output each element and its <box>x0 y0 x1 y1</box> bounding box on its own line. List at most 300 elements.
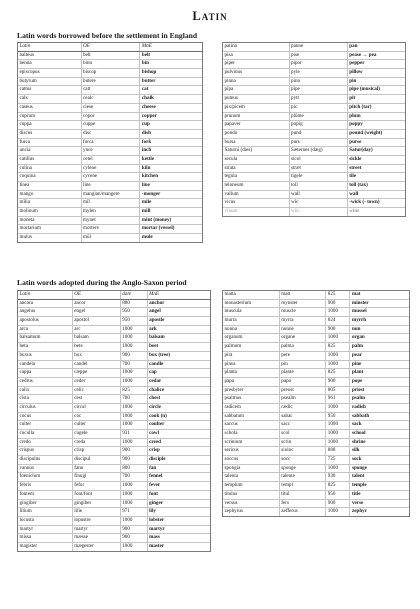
word-row <box>18 361 210 370</box>
word-row <box>223 191 405 200</box>
cell-date: 1000 <box>120 369 147 377</box>
cell-latin: candela <box>19 360 36 367</box>
cell-date: 900 <box>120 447 147 455</box>
word-row <box>223 326 409 335</box>
cell-date: 1000 <box>120 378 147 386</box>
cell-latin: episcopus <box>19 69 40 76</box>
word-row <box>223 291 409 300</box>
cell-oe: pin <box>279 361 326 369</box>
cell-date: 900 <box>325 378 349 386</box>
cell-oe: psealm <box>279 395 326 403</box>
cell-mne: apostle <box>147 317 210 325</box>
cell-oe: ancor <box>72 300 120 308</box>
word-row <box>223 465 409 474</box>
cell-date: 700 <box>120 395 147 403</box>
word-row <box>18 130 202 139</box>
word-row <box>18 413 210 422</box>
cell-latin: credo <box>19 438 31 445</box>
cell-date: 931 <box>120 430 147 438</box>
cell-mne: ginger <box>147 500 210 508</box>
word-row <box>18 86 202 95</box>
cell-oe: sponge <box>279 465 326 473</box>
cell-latin: cuprum <box>19 112 36 119</box>
cell-oe: titul <box>279 491 326 499</box>
cell-date: 725 <box>325 456 349 464</box>
pre-settlement-table-right <box>222 42 406 217</box>
cell-oe: culter <box>72 421 120 429</box>
word-row <box>18 473 210 482</box>
word-row <box>223 139 405 148</box>
word-row <box>18 147 202 156</box>
word-row <box>18 482 210 491</box>
cell-oe: pic <box>289 104 347 112</box>
cell-latin: musculа <box>224 308 242 315</box>
word-row <box>18 404 210 413</box>
word-row <box>18 60 202 69</box>
word-row <box>223 421 409 430</box>
cell-mne: cheese <box>139 104 202 112</box>
cell-latin: sabbatum <box>224 412 245 419</box>
word-row <box>18 517 210 526</box>
word-row <box>18 352 210 361</box>
cell-mne: kiln <box>139 165 202 173</box>
column-header-mne: MnE <box>147 291 210 299</box>
cell-mne: temple <box>349 482 409 490</box>
cell-mne: mussel <box>349 308 409 316</box>
cell-mne: belt <box>139 52 202 60</box>
word-row <box>223 473 409 482</box>
word-row <box>18 439 210 448</box>
cell-latin: papa <box>224 377 235 384</box>
cell-date: 900 <box>120 352 147 360</box>
cell-latin: fontem <box>19 490 34 497</box>
cell-latin: balsamum <box>19 334 41 341</box>
cell-mne: cup <box>139 121 202 129</box>
cell-date: 1000 <box>120 500 147 508</box>
cell-latin: gingiber <box>19 499 37 506</box>
cell-oe: preost <box>279 387 326 395</box>
cell-oe: line <box>81 182 140 190</box>
word-row <box>223 69 405 78</box>
word-row <box>223 86 405 95</box>
cell-date: 930 <box>325 473 349 481</box>
cell-oe: talente <box>279 473 326 481</box>
cell-latin: pīpa <box>224 86 234 93</box>
cell-oe: wīc <box>289 199 347 207</box>
cell-mne: wine <box>347 208 405 216</box>
cell-latin: patina <box>224 43 237 49</box>
word-row <box>223 482 409 491</box>
column-header-mne: MnE <box>139 43 202 51</box>
cell-date: 950 <box>325 491 349 499</box>
cell-mne: cedar <box>147 378 210 386</box>
cell-date: 900 <box>325 326 349 334</box>
word-row <box>223 352 409 361</box>
cell-oe: cest <box>72 395 120 403</box>
cell-mne: box (tree) <box>147 352 210 360</box>
cell-oe: candel <box>72 361 120 369</box>
cell-mne: sickle <box>347 156 405 164</box>
cell-latin: apostolus <box>19 317 39 324</box>
word-row <box>223 147 405 156</box>
cell-mne: tile <box>347 173 405 181</box>
cell-latin: martyr <box>19 525 34 532</box>
cell-oe: wall <box>289 191 347 199</box>
cell-mne: silk <box>349 447 409 455</box>
cell-date: 1000 <box>120 482 147 490</box>
cell-date: 1000 <box>120 543 147 551</box>
cell-latin: templum <box>224 482 243 489</box>
cell-mne: psalm <box>349 395 409 403</box>
cell-oe: purs <box>289 139 347 147</box>
cell-oe: apostol <box>72 317 120 325</box>
cell-oe: pīpe <box>289 86 347 94</box>
cell-mne: nun <box>349 326 409 334</box>
cell-oe: fers <box>279 500 326 508</box>
word-row <box>18 387 210 396</box>
cell-mne: pipe (musical) <box>347 86 405 94</box>
cell-mne: Satur(day) <box>347 147 405 155</box>
cell-latin: teloneum <box>224 182 244 188</box>
cell-latin: cappa <box>19 369 32 376</box>
cell-date: 1000 <box>325 430 349 438</box>
word-row <box>18 156 202 165</box>
cell-oe: pinn <box>289 78 347 86</box>
cell-mne: bishop <box>139 69 202 77</box>
word-row <box>18 78 202 87</box>
cell-oe: cylene <box>81 165 140 173</box>
cell-mne: cowl <box>147 430 210 438</box>
cell-latin: secula <box>224 155 238 162</box>
cell-mne: palm <box>349 343 409 351</box>
cell-latin: coquina <box>19 173 36 180</box>
cell-oe: nunne <box>279 326 326 334</box>
cell-date: 1000 <box>120 343 147 351</box>
cell-oe: papa <box>279 378 326 386</box>
cell-oe: mangian/mangere <box>81 191 140 199</box>
cell-oe: cugele <box>72 430 120 438</box>
cell-mne: purse <box>347 139 405 147</box>
cell-latin: molinum <box>19 208 38 215</box>
cell-oe: scol <box>279 430 326 438</box>
cell-mne: myrrh <box>349 317 409 325</box>
cell-oe: sicol <box>289 156 347 164</box>
word-row <box>18 534 210 543</box>
cell-oe: pise <box>289 52 347 60</box>
cell-oe: cetel <box>81 156 140 164</box>
cell-latin: foeniclum <box>19 473 41 480</box>
cell-date: 1000 <box>120 439 147 447</box>
word-row <box>223 43 405 52</box>
word-row <box>18 52 202 61</box>
cell-mne: minster <box>349 300 409 308</box>
cell-date: 1000 <box>120 326 147 334</box>
cell-mne: master <box>147 543 210 551</box>
cell-latin: saccus <box>224 421 238 428</box>
cell-latin: mango <box>19 190 34 197</box>
word-row <box>18 326 210 335</box>
cell-latin: vīnum <box>224 208 238 215</box>
cell-date: 1000 <box>120 421 147 429</box>
cell-latin: planta <box>224 369 237 376</box>
cell-oe: toll <box>289 182 347 190</box>
cell-latin: mortarium <box>19 225 42 232</box>
cell-oe: arc <box>72 326 120 334</box>
cell-mne: mat <box>349 291 409 299</box>
cell-mne: priest <box>349 387 409 395</box>
word-row <box>18 173 202 182</box>
word-row <box>223 199 405 208</box>
cell-oe: rædic <box>279 404 326 412</box>
cell-mne: plant <box>349 369 409 377</box>
cell-date: 1000 <box>120 334 147 342</box>
word-row <box>223 173 405 182</box>
cell-mne: copper <box>139 113 202 121</box>
word-row <box>223 334 409 343</box>
anglo-saxon-table-left <box>17 290 211 552</box>
cell-oe: myrra <box>279 317 326 325</box>
word-row <box>223 121 405 130</box>
cell-latin: cista <box>19 395 29 402</box>
cell-mne: pease → pea <box>347 52 405 60</box>
word-row <box>18 378 210 387</box>
cell-date: 825 <box>325 369 349 377</box>
cell-latin: radicem <box>224 403 241 410</box>
word-row <box>18 430 210 439</box>
cell-oe: copor <box>81 113 140 121</box>
cell-mne: pitch (tar) <box>347 104 405 112</box>
cell-oe: binn <box>81 60 140 68</box>
word-row <box>18 421 210 430</box>
word-row <box>18 191 202 200</box>
cell-mne: fan <box>147 465 210 473</box>
cell-latin: pisa <box>224 51 233 58</box>
cell-latin: zephyrus <box>224 508 243 515</box>
cell-oe: mūl <box>81 234 140 242</box>
pre-settlement-table-left <box>17 42 203 243</box>
cell-oe: stræt <box>289 165 347 173</box>
cell-latin: presbyter <box>224 386 244 393</box>
cell-mne: beet <box>147 343 210 351</box>
cell-latin: pulvinus <box>224 69 243 76</box>
cell-oe: pyle <box>289 69 347 77</box>
cell-latin: schola <box>224 430 238 436</box>
cell-mne: shrine <box>349 439 409 447</box>
word-row <box>223 78 405 87</box>
cell-latin: locusta <box>19 516 34 523</box>
cell-date: 1000 <box>325 439 349 447</box>
cell-latin: organum <box>224 334 243 341</box>
page-title: Latin <box>192 9 228 23</box>
cell-oe: discipul <box>72 456 120 464</box>
cell-mne: coulter <box>147 421 210 429</box>
cell-date: 900 <box>120 534 147 542</box>
cell-oe: matt <box>279 291 326 299</box>
cell-latin: furca <box>19 138 30 145</box>
cell-oe: pere <box>279 352 326 360</box>
word-row <box>18 208 202 217</box>
cell-latin: discipulus <box>19 456 41 463</box>
word-row <box>18 491 210 500</box>
cell-date: 1000 <box>325 465 349 473</box>
cell-oe: biscop <box>81 69 140 77</box>
cell-mne: mule <box>139 234 202 242</box>
cell-date: 950 <box>325 413 349 421</box>
cell-mne: verse <box>349 500 409 508</box>
cell-date: 950 <box>120 308 147 316</box>
cell-oe: cealc <box>81 95 140 103</box>
word-row <box>223 439 409 448</box>
cell-oe: forca <box>81 139 140 147</box>
cell-oe: lopustre <box>72 517 120 525</box>
cell-mne: sponge <box>349 465 409 473</box>
cell-oe: cuppe <box>81 121 140 129</box>
cell-mne: pan <box>347 43 405 51</box>
cell-mne: butter <box>139 78 202 86</box>
word-row <box>18 121 202 130</box>
cell-mne: plum <box>347 113 405 121</box>
cell-mne: radish <box>349 404 409 412</box>
cell-mne: mint (money) <box>139 217 202 225</box>
cell-mne: kitchen <box>139 173 202 181</box>
cell-mne: school <box>349 430 409 438</box>
word-row <box>223 387 409 396</box>
word-row <box>223 52 405 61</box>
cell-mne: candle <box>147 361 210 369</box>
cell-latin: Saturni (dies) <box>224 147 253 154</box>
cell-date: 1000 <box>325 508 349 516</box>
cell-latin: missa <box>19 534 32 541</box>
word-row <box>223 395 409 404</box>
cell-latin: talenta <box>224 473 239 480</box>
cell-date: 1000 <box>325 421 349 429</box>
cell-oe: plūme <box>289 113 347 121</box>
cell-mne: balsam <box>147 334 210 342</box>
cell-latin: angelus <box>19 308 36 315</box>
cell-latin: bursa <box>224 138 236 145</box>
word-row <box>18 225 202 234</box>
word-row <box>223 208 405 216</box>
cell-latin: vicus <box>224 199 236 206</box>
word-row <box>18 234 202 242</box>
cell-latin: sericus <box>224 447 239 454</box>
word-row <box>223 508 409 516</box>
cell-mne: zephyr <box>349 508 409 516</box>
cell-oe: palma <box>279 343 326 351</box>
cell-oe: cæppe <box>72 369 120 377</box>
cell-oe: ynce <box>81 147 140 155</box>
cell-latin: ancora <box>19 299 34 306</box>
cell-latin: soccus <box>224 456 239 463</box>
cell-date: 700 <box>120 473 147 481</box>
word-row <box>223 369 409 378</box>
cell-oe: balsam <box>72 334 120 342</box>
cell-mne: wall <box>347 191 405 199</box>
word-row <box>223 361 409 370</box>
word-row <box>18 104 202 113</box>
word-row <box>18 165 202 174</box>
cell-mne: organ <box>349 334 409 342</box>
word-row <box>18 139 202 148</box>
cell-mne: dish <box>139 130 202 138</box>
cell-date: 900 <box>120 526 147 534</box>
cell-oe: coc <box>72 413 120 421</box>
cell-mne: pepper <box>347 60 405 68</box>
cell-mne: sock <box>349 456 409 464</box>
cell-mne: chest <box>147 395 210 403</box>
word-row <box>223 500 409 509</box>
cell-oe: sacc <box>279 421 326 429</box>
cell-oe: bete <box>72 343 120 351</box>
cell-oe: disc <box>81 130 140 138</box>
cell-mne: toll (tax) <box>347 182 405 190</box>
word-row <box>223 317 409 326</box>
cell-oe: mylen <box>81 208 140 216</box>
table-header-row <box>18 291 210 300</box>
cell-date: 961 <box>325 395 349 403</box>
cell-date: 825 <box>325 291 349 299</box>
cell-latin: cuppa <box>19 121 32 128</box>
cell-oe: martyr <box>72 526 120 534</box>
cell-latin: vallum <box>224 190 239 197</box>
cell-latin: strata <box>224 164 236 171</box>
cell-mne: cook (n) <box>147 413 210 421</box>
cell-date: 825 <box>325 482 349 490</box>
cell-mne: disciple <box>147 456 210 464</box>
cell-mne: pope <box>349 378 409 386</box>
cell-oe: mægester <box>72 543 120 551</box>
cell-oe: sabat <box>279 413 326 421</box>
cell-mne: mortar (vessel) <box>139 225 202 233</box>
cell-mne: fork <box>139 139 202 147</box>
cell-latin: cocus <box>19 412 32 419</box>
cell-latin: balteus <box>19 51 34 58</box>
cell-mne: pin <box>347 78 405 86</box>
cell-date: 880 <box>120 300 147 308</box>
cell-oe: organe <box>279 334 326 342</box>
cell-oe: lilie <box>72 508 120 516</box>
cell-date: 950 <box>120 317 147 325</box>
word-row <box>18 508 210 517</box>
cell-latin: nonna <box>224 325 237 332</box>
cell-oe: mynet <box>81 217 140 225</box>
cell-oe: tigele <box>289 173 347 181</box>
cell-mne: -wick (- town) <box>347 199 405 207</box>
cell-latin: culter <box>19 421 32 428</box>
cell-mne: pear <box>349 352 409 360</box>
cell-mne: inch <box>139 147 202 155</box>
cell-oe: pytt <box>289 95 347 103</box>
word-row <box>18 317 210 326</box>
cell-oe: creda <box>72 439 120 447</box>
cell-mne: lily <box>147 508 210 516</box>
cell-oe: celic <box>72 387 120 395</box>
cell-oe: plante <box>279 369 326 377</box>
word-row <box>18 369 210 378</box>
word-row <box>223 156 405 165</box>
cell-oe: belt <box>81 52 140 60</box>
word-row <box>18 199 202 208</box>
cell-latin: versus <box>224 499 238 506</box>
cell-mne: martyr <box>147 526 210 534</box>
word-row <box>223 104 405 113</box>
cell-oe: pund <box>289 130 347 138</box>
cell-latin: pix/picem <box>224 103 245 110</box>
cell-oe: panne <box>289 43 347 51</box>
cell-date: 1000 <box>120 404 147 412</box>
column-header-latin: Latin <box>19 291 31 297</box>
cell-mne: font <box>147 491 210 499</box>
